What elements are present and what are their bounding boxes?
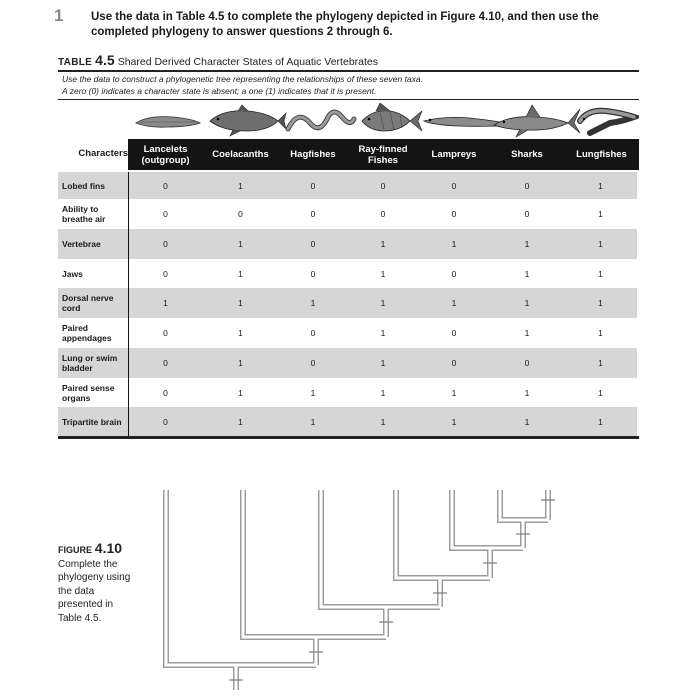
table-number: 4.5	[95, 52, 115, 68]
column-header-ray-finned-fishes: Ray-finned Fishes	[348, 139, 418, 170]
table-cell: 1	[451, 416, 457, 427]
table-cell: 0	[380, 209, 386, 219]
table-cell: 1	[524, 268, 530, 279]
tree-branches-outline	[166, 490, 548, 690]
table-cell: 0	[163, 268, 168, 279]
tree-branches-inner	[166, 490, 548, 690]
question-text: Use the data in Table 4.5 to complete the phylogeny depicted in Figure 4.10, and then use the completed phylogeny to answer questions 2 through 6.	[91, 11, 599, 38]
table-cell: 1	[598, 358, 603, 368]
figure-label: FIGURE	[58, 545, 93, 555]
table-cell: 1	[524, 239, 530, 249]
table-cell: 1	[238, 298, 243, 308]
table-cell: 1	[238, 239, 243, 249]
table-cell: 0	[451, 358, 457, 368]
row-label: Vertebrae	[62, 239, 101, 249]
column-header-lungfishes: Lungfishes	[564, 139, 639, 170]
table-cell: 1	[380, 416, 386, 427]
table-cell: 1	[380, 328, 386, 338]
table-cell: 0	[451, 328, 457, 338]
column-header-coelacanths: Coelacanths	[203, 139, 278, 170]
row-label: Lobed fins	[62, 180, 105, 191]
table-cell: 0	[524, 358, 530, 368]
column-header-lampreys: Lampreys	[418, 139, 490, 170]
row-label: Lung or swim bladder	[62, 353, 118, 373]
table-cell: 1	[598, 416, 603, 427]
table-cell: 1	[380, 298, 386, 308]
table-instruction-line-2: A zero (0) indicates a character state is absent; a one (1) indicates that it is present.	[62, 86, 377, 96]
table-cell: 0	[524, 209, 530, 219]
table-cell: 1	[451, 298, 457, 308]
table-caption: Shared Derived Character States of Aquatic Vertebrates	[117, 56, 378, 68]
table-cell: 1	[380, 358, 386, 368]
column-header-hagfishes: Hagfishes	[278, 139, 348, 170]
row-label: Paired appendages	[62, 323, 112, 343]
table-cell: 1	[451, 239, 457, 249]
table-cell: 1	[238, 358, 243, 368]
table-cell: 0	[163, 209, 168, 219]
table-cell: 0	[310, 328, 316, 338]
table-cell: 1	[310, 387, 316, 398]
table-cell: 0	[310, 180, 316, 191]
table-cell: 1	[524, 328, 530, 338]
table-cell: 0	[310, 239, 316, 249]
table-cell: 1	[310, 298, 316, 308]
table-cell: 0	[310, 358, 316, 368]
row-label: Jaws	[62, 268, 83, 279]
table-cell: 0	[163, 328, 168, 338]
table-cell: 1	[238, 328, 243, 338]
question-number: 1	[54, 6, 64, 25]
table-cell: 1	[598, 328, 603, 338]
table-cell: 1	[238, 268, 243, 279]
table-cell: 0	[380, 180, 386, 191]
table-cell: 1	[238, 387, 243, 398]
column-header-lancelets: Lancelets (outgroup)	[128, 139, 203, 170]
table-cell: 0	[163, 416, 168, 427]
table-cell: 1	[598, 387, 603, 398]
table-cell: 1	[163, 298, 168, 308]
column-header-sharks: Sharks	[490, 139, 564, 170]
table-cell: 0	[524, 180, 530, 191]
table-cell: 1	[598, 268, 603, 279]
table-cell: 0	[451, 268, 457, 279]
row-label: Dorsal nerve cord	[62, 293, 114, 313]
table-cell: 0	[163, 239, 168, 249]
table-cell: 1	[310, 416, 316, 427]
row-label: Ability to breathe air	[62, 204, 106, 224]
table-label: TABLE	[58, 57, 93, 68]
characters-column-header: Characters	[78, 148, 128, 159]
table-cell: 1	[238, 416, 243, 427]
table-cell: 1	[524, 387, 530, 398]
table-cell: 1	[238, 180, 243, 191]
table-cell: 1	[380, 387, 386, 398]
figure-number: 4.10	[94, 540, 123, 556]
table-cell: 1	[598, 239, 603, 249]
tree-node-ticks	[229, 500, 555, 680]
table-cell: 0	[238, 209, 243, 219]
table-cell: 1	[380, 239, 386, 249]
table-cell: 1	[598, 209, 603, 219]
table-cell: 1	[380, 268, 386, 279]
table-cell: 0	[163, 358, 168, 368]
row-label: Paired sense organs	[62, 382, 115, 403]
table-cell: 0	[451, 209, 457, 219]
table-cell: 0	[451, 180, 457, 191]
table-cell: 1	[524, 298, 530, 308]
table-cell: 0	[163, 180, 168, 191]
table-cell: 0	[310, 268, 316, 279]
row-label: Tripartite brain	[62, 416, 122, 427]
figure-caption: Complete the phylogeny using the data presented in Table 4.5.	[58, 558, 131, 624]
table-cell: 1	[524, 416, 530, 427]
table-cell: 0	[163, 387, 168, 398]
table-cell: 1	[451, 387, 457, 398]
table-instruction-line-1: Use the data to construct a phylogenetic tree representing the relationships of these seven taxa.	[62, 74, 423, 84]
table-cell: 1	[598, 298, 603, 308]
table-cell: 0	[310, 209, 316, 219]
table-cell: 1	[598, 180, 603, 191]
